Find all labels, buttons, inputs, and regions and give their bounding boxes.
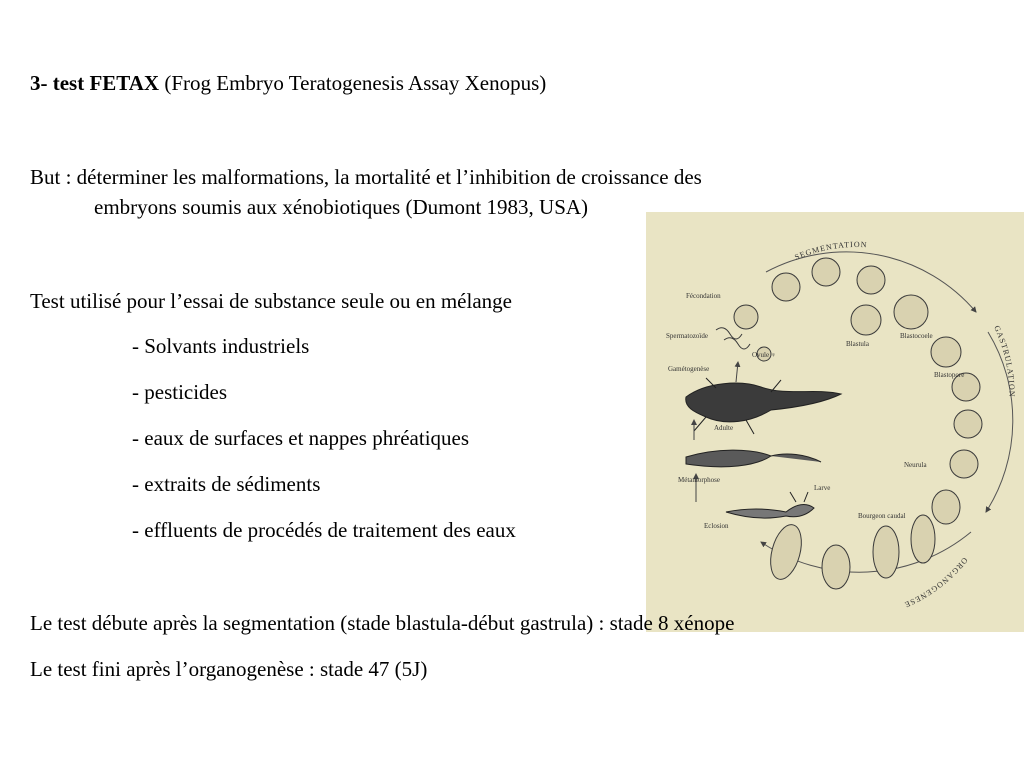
usage-item-eaux: - eaux de surfaces et nappes phréatiques — [132, 426, 470, 450]
label-blastocoele: Blastocoele — [900, 332, 933, 340]
life-cycle-diagram — [646, 212, 1024, 632]
embryo-gastrula-1 — [931, 337, 961, 367]
title-rest: (Frog Embryo Teratogenesis Assay Xenopus) — [159, 71, 547, 95]
label-adulte: Adulte — [714, 424, 734, 432]
adult-figure — [686, 378, 841, 434]
label-spermatozoide: Spermatozoïde — [666, 332, 708, 340]
label-neurula: Neurula — [904, 461, 927, 469]
but-line-1: But : déterminer les malformations, la mortalité et l’inhibition de croissance des — [30, 165, 702, 189]
label-bourgeon: Bourgeon caudal — [858, 512, 906, 520]
embryo-blastocoele — [894, 295, 928, 329]
usage-item-effluents: - effluents de procédés de traitement des eaux — [132, 518, 516, 542]
title-bold: 3- test FETAX — [30, 71, 160, 95]
embryo-tailbud — [822, 545, 850, 589]
label-metamorphose: Métamorphose — [678, 476, 720, 484]
embryo-neurula-2 — [932, 490, 960, 524]
embryo-bourgeon-1 — [911, 515, 935, 563]
label-larve: Larve — [814, 484, 831, 492]
metamorphose-figure — [686, 450, 821, 467]
label-organogenese: ORGANOGENESE — [902, 555, 970, 610]
xenopus-life-cycle-figure — [646, 212, 1024, 632]
label-gametogenese: Gamétogenèse — [668, 365, 710, 373]
embryo-8cell — [857, 266, 885, 294]
usage-item-pesticides: - pesticides — [132, 380, 228, 404]
embryo-blastula — [851, 305, 881, 335]
label-segmentation: SEGMENTATION — [793, 239, 868, 262]
usage-item-sediments: - extraits de sédiments — [132, 472, 321, 496]
larve-figure — [726, 492, 814, 518]
label-blastula: Blastula — [846, 340, 869, 348]
embryo-2cell — [772, 273, 800, 301]
arrow-to-gametes — [736, 362, 738, 382]
embryo-organogenese — [765, 521, 807, 582]
label-eclosion: Eclosion — [704, 522, 729, 530]
label-ovule: Ovule ♀ — [752, 351, 777, 359]
stage-start-line: Le test débute après la segmentation (stade blastula-début gastrula) : stade 8 xénope — [30, 611, 735, 635]
embryo-gastrula-3 — [954, 410, 982, 438]
usage-item-solvants: - Solvants industriels — [132, 334, 310, 358]
embryo-fecondation — [734, 305, 758, 329]
test-usage-intro: Test utilisé pour l’essai de substance seule ou en mélange — [30, 289, 512, 313]
embryo-4cell — [812, 258, 840, 286]
embryo-neurula-1 — [950, 450, 978, 478]
label-fecondation: Fécondation — [686, 292, 721, 300]
but-line-2: embryons soumis aux xénobiotiques (Dumont 1983, USA) — [94, 195, 589, 219]
label-gastrulation: GASTRULATION — [992, 324, 1017, 398]
spermatozoides — [716, 328, 750, 349]
stage-end-line: Le test fini après l’organogenèse : stade 47 (5J) — [30, 657, 428, 681]
title-line — [30, 70, 546, 96]
embryo-bourgeon-2 — [873, 526, 899, 578]
label-blastopore: Blastopore — [934, 371, 965, 379]
